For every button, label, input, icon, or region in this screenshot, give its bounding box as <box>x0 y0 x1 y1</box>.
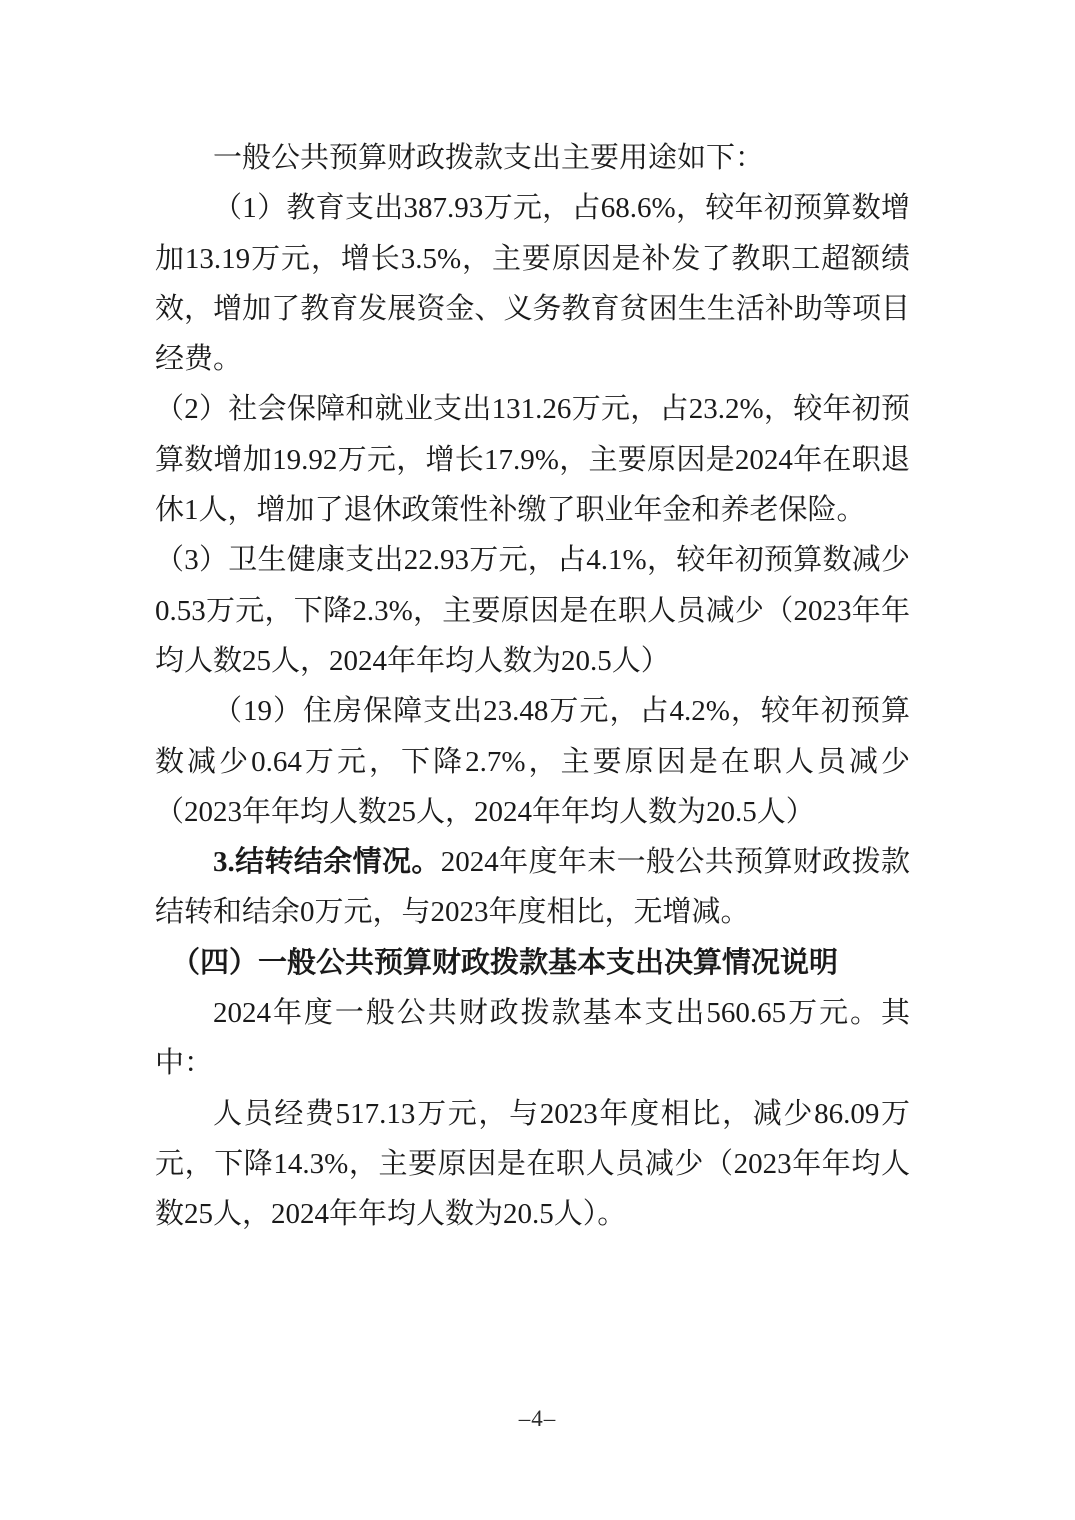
paragraph-personnel-expense: 人员经费517.13万元，与2023年度相比，减少86.09万元，下降14.3%，主要原因是在职人员减少（2023年年均人数25人，2024年年均人数为20.5人）。 <box>155 1097 910 1231</box>
carryover-balance-heading-label: 3.结转结余情况。 <box>213 846 441 879</box>
paragraph-item-1-education: （1）教育支出387.93万元，占68.6%，较年初预算数增加13.19万元，增长3.5%，主要原因是补发了教职工超额绩效，增加了教育发展资金、义务教育贫困生生活补助等项目经费。 <box>155 192 910 376</box>
document-body <box>155 133 910 1240</box>
paragraph-item-3-health: （3）卫生健康支出22.93万元，占4.1%，较年初预算数减少0.53万元，下降2.3%，主要原因是在职人员减少（2023年年均人数25人，2024年年均人数为20.5人） <box>155 544 910 677</box>
heading-section-four: （四）一般公共预算财政拨款基本支出决算情况说明 <box>170 946 838 979</box>
paragraph-basic-expenditure-total: 2024年度一般公共财政拨款基本支出560.65万元。其中： <box>155 997 910 1080</box>
carryover-balance-text: 2024年度年末一般公共预算财政拨款结转和结余0万元，与2023年度相比，无增减。 <box>155 846 910 929</box>
paragraph-item-19-housing: （19）住房保障支出23.48万元，占4.2%，较年初预算数减少0.64万元，下降2.7%，主要原因是在职人员减少（2023年年均人数25人，2024年年均人数为20.5人） <box>155 695 910 828</box>
paragraph-intro: 一般公共预算财政拨款支出主要用途如下： <box>213 142 765 174</box>
page-number: –4– <box>518 1406 557 1431</box>
paragraph-item-2-social-security: （2）社会保障和就业支出131.26万元，占23.2%，较年初预算数增加19.92万元，增长17.9%，主要原因是2024年在职退休1人，增加了退休政策性补缴了职业年金和养老保险。 <box>155 393 910 527</box>
paragraph-carryover-balance <box>155 837 910 938</box>
